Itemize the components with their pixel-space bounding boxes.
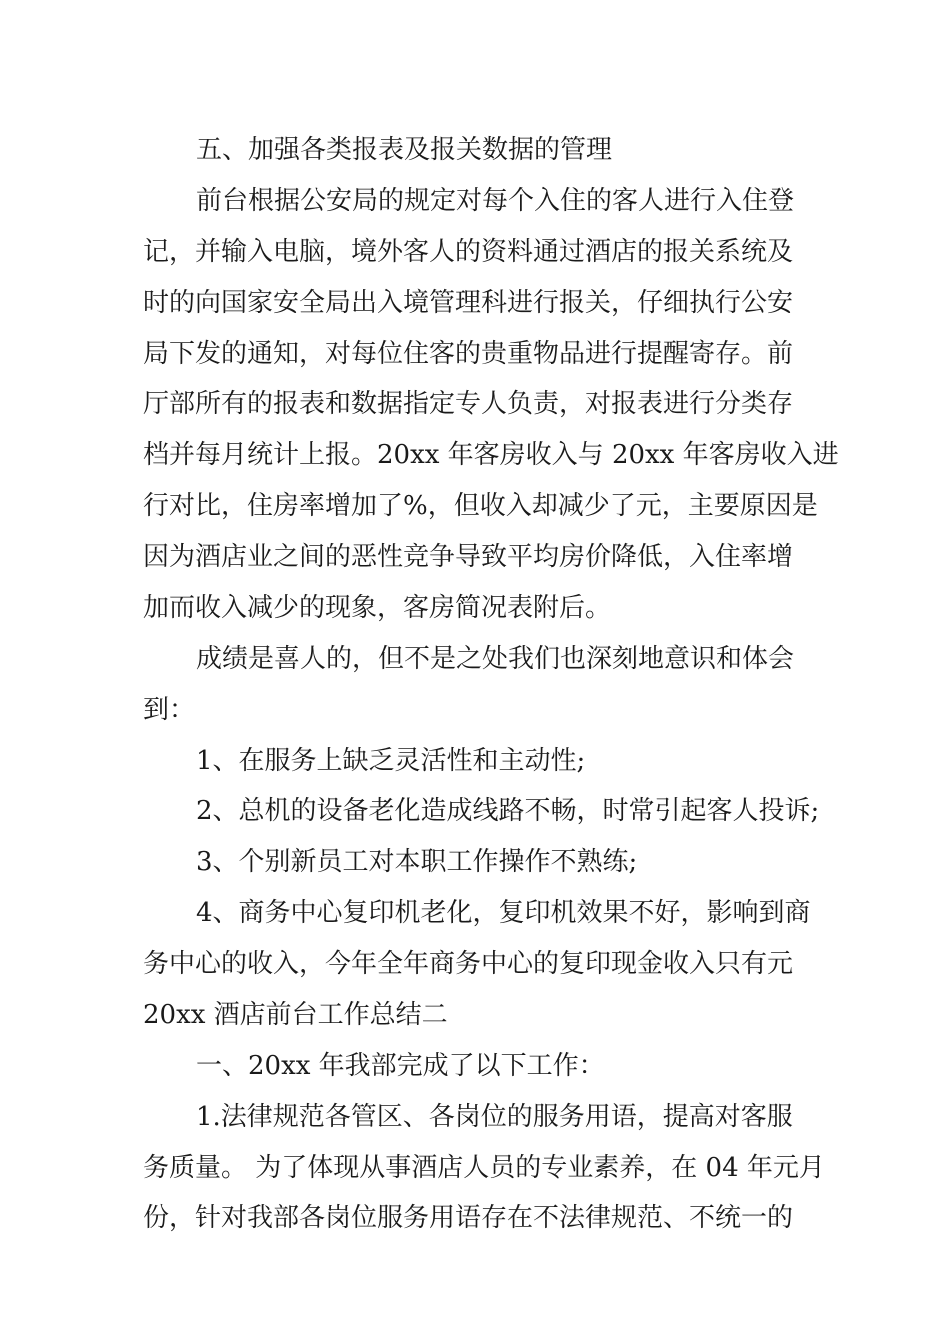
paragraph-line: 行对比，住房率增加了%，但收入却减少了元，主要原因是 — [143, 491, 818, 521]
paragraph-line: 前台根据公安局的规定对每个入住的客人进行入住登 — [196, 186, 795, 216]
paragraph-line: 局下发的通知，对每位住客的贵重物品进行提醒寄存。前 — [143, 339, 794, 369]
section-heading: 一、20xx 年我部完成了以下工作： — [196, 1051, 605, 1081]
list-item: 3、个别新员工对本职工作操作不熟练; — [196, 847, 638, 877]
paragraph-line: 份，针对我部各岗位服务用语存在不法律规范、不统一的 — [143, 1203, 794, 1233]
paragraph-line: 1.法律规范各管区、各岗位的服务用语，提高对客服 — [196, 1102, 793, 1132]
document-subtitle: 20xx 酒店前台工作总结二 — [143, 1000, 448, 1030]
paragraph-line: 因为酒店业之间的恶性竞争导致平均房价降低，入住率增 — [143, 542, 794, 572]
paragraph-line: 记，并输入电脑，境外客人的资料通过酒店的报关系统及 — [143, 237, 794, 267]
paragraph-line: 档并每月统计上报。20xx 年客房收入与 20xx 年客房收入进 — [143, 440, 839, 470]
paragraph-line: 务质量。 为了体现从事酒店人员的专业素养，在 04 年元月 — [143, 1153, 825, 1183]
paragraph-line: 时的向国家安全局出入境管理科进行报关，仔细执行公安 — [143, 288, 794, 318]
paragraph-line: 到： — [143, 695, 196, 725]
paragraph-line: 务中心的收入，今年全年商务中心的复印现金收入只有元 — [143, 949, 794, 979]
paragraph-line: 厅部所有的报表和数据指定专人负责，对报表进行分类存 — [143, 389, 794, 419]
list-item: 1、在服务上缺乏灵活性和主动性; — [196, 746, 586, 776]
paragraph-line: 成绩是喜人的，但不是之处我们也深刻地意识和体会 — [196, 644, 795, 674]
section-heading: 五、加强各类报表及报关数据的管理 — [196, 135, 613, 165]
list-item: 4、商务中心复印机老化，复印机效果不好，影响到商 — [196, 898, 811, 928]
list-item: 2、总机的设备老化造成线路不畅，时常引起客人投诉; — [196, 796, 820, 826]
paragraph-line: 加而收入减少的现象，客房简况表附后。 — [143, 593, 612, 623]
